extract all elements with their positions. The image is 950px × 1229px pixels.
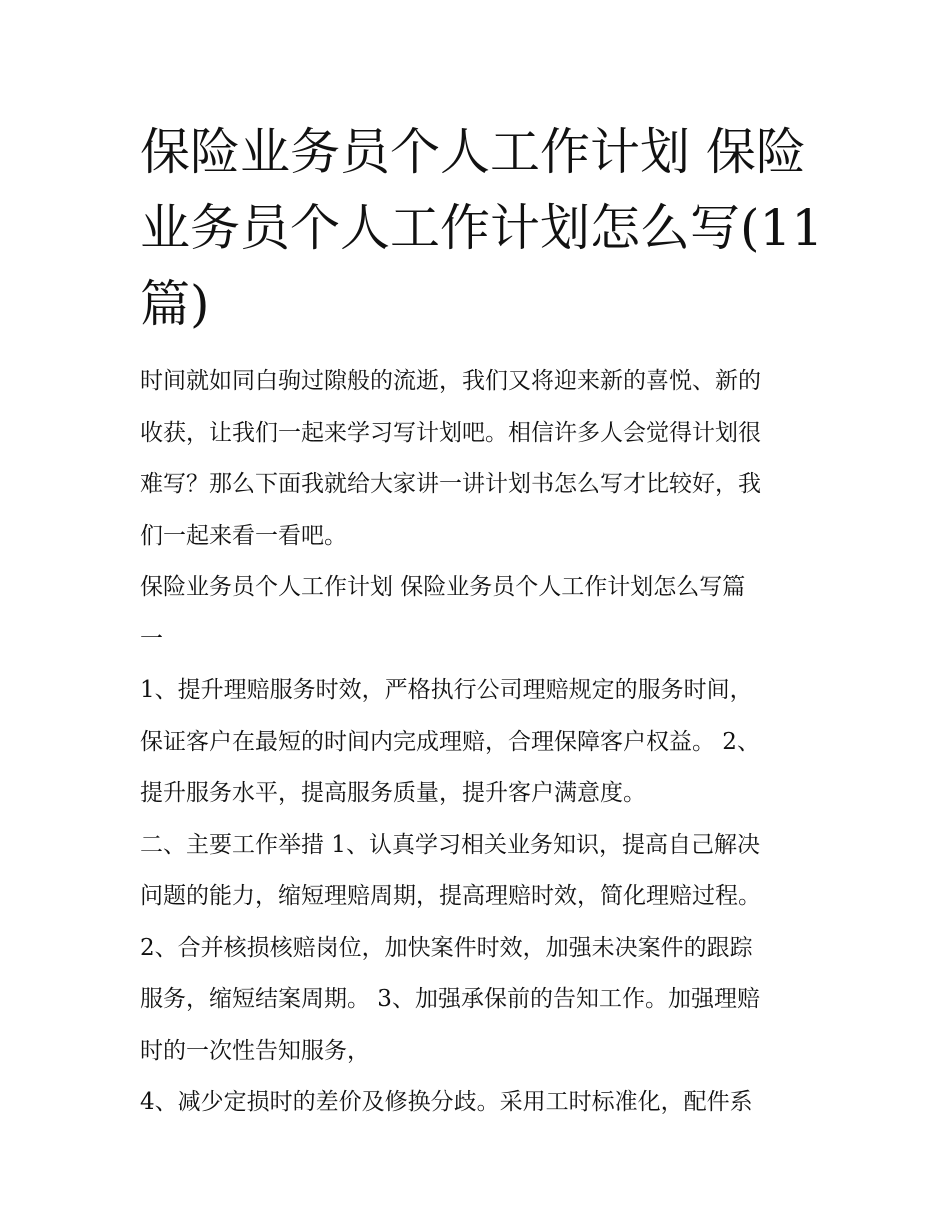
text-line: 提升服务水平，提高服务质量，提升客户满意度。 bbox=[140, 780, 646, 806]
title-line: 保险业务员个人工作计划 保险 bbox=[140, 123, 806, 181]
document-title bbox=[140, 114, 824, 342]
text-line: 难写？那么下面我就给大家讲一讲计划书怎么写才比较好，我 bbox=[140, 471, 761, 497]
text-line: 收获，让我们一起来学习写计划吧。相信许多人会觉得计划很 bbox=[140, 419, 761, 446]
section-heading bbox=[140, 562, 812, 665]
text-line: 时间就如同白驹过隙般的流逝，我们又将迎来新的喜悦、新的 bbox=[140, 368, 761, 394]
measure-item-paragraph bbox=[140, 1077, 812, 1129]
text-line: 问题的能力，缩短理赔周期，提高理赔时效，简化理赔过程。 bbox=[140, 883, 761, 909]
document-body bbox=[140, 356, 812, 1129]
text-line: 1、提升理赔服务时效，严格执行公司理赔规定的服务时间， bbox=[140, 677, 753, 703]
measures-paragraph bbox=[140, 820, 812, 1078]
title-line: 业务员个人工作计划怎么写(11 bbox=[140, 199, 824, 257]
text-line: 4、减少定损时的差价及修换分歧。采用工时标准化，配件系 bbox=[140, 1089, 753, 1115]
text-line: 服务，缩短结案周期。 3、加强承保前的告知工作。加强理赔 bbox=[140, 986, 760, 1012]
title-line: 篇) bbox=[140, 275, 210, 333]
text-line: 们一起来看一看吧。 bbox=[140, 522, 347, 549]
intro-paragraph bbox=[140, 356, 812, 562]
text-line: 时的一次性告知服务， bbox=[140, 1037, 370, 1064]
text-line: 一 bbox=[140, 625, 163, 652]
text-line: 二、主要工作举措 1、认真学习相关业务知识，提高自己解决 bbox=[140, 831, 760, 858]
document-content bbox=[140, 114, 824, 1129]
text-line: 保证客户在最短的时间内完成理赔，合理保障客户权益。 2、 bbox=[140, 728, 760, 755]
text-line: 2、合并核损核赔岗位，加快案件时效，加强未决案件的跟踪 bbox=[140, 934, 753, 961]
goals-paragraph bbox=[140, 665, 812, 820]
text-line: 保险业务员个人工作计划 保险业务员个人工作计划怎么写篇 bbox=[140, 574, 746, 600]
